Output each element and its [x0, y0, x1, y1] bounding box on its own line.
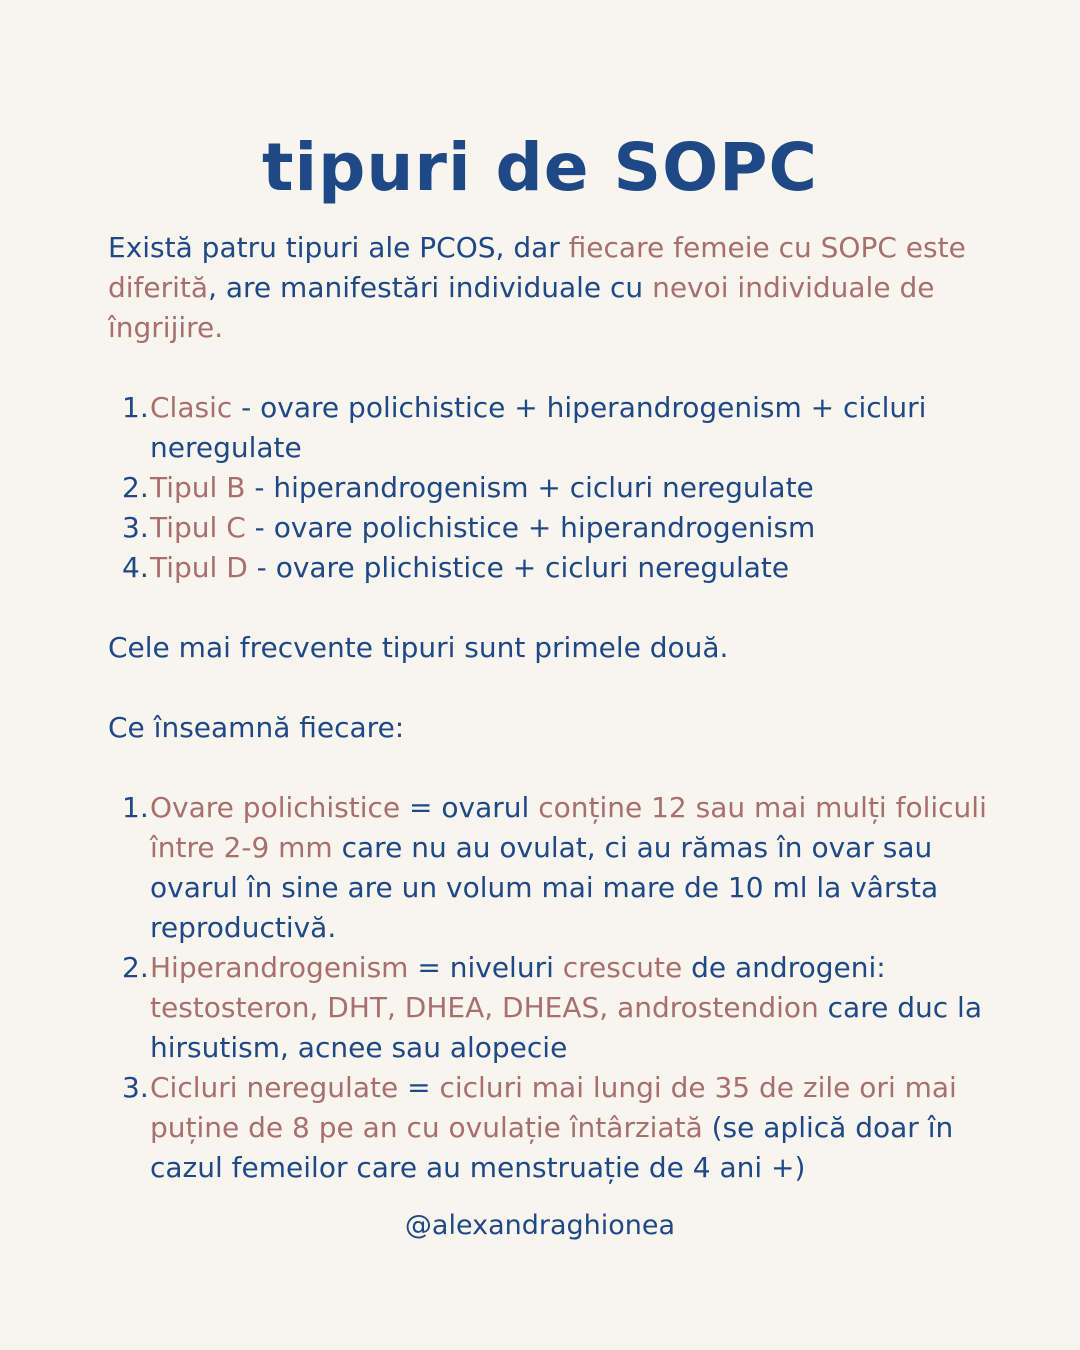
- type-separator: -: [232, 391, 261, 424]
- types-list: [108, 388, 988, 588]
- intro-highlight-2: nevoi individuale de îngrijire.: [108, 271, 935, 344]
- type-separator: -: [245, 511, 274, 544]
- meaning-text: care duc la hirsutism, acnee sau alopecie: [150, 991, 982, 1064]
- type-separator: -: [245, 471, 274, 504]
- list-item: [108, 1068, 988, 1188]
- meaning-highlight: cicluri mai lungi de 35 de zile ori mai puține de 8 pe an cu ovulație întârziată: [150, 1071, 957, 1144]
- list-item: [108, 948, 988, 1068]
- type-name: Clasic: [150, 391, 233, 424]
- meaning-text: care nu au ovulat, ci au rămas în ovar sau ovarul în sine are un volum mai mare de 10 ml la vârsta reproductivă.: [150, 831, 939, 944]
- intro-highlight-1: fiecare femeie cu SOPC este diferită: [108, 231, 966, 304]
- list-item: [108, 788, 988, 948]
- meaning-equals: =: [398, 1071, 440, 1104]
- list-number: 1.: [122, 791, 149, 824]
- list-number: 4.: [122, 551, 149, 584]
- type-name: Tipul C: [150, 511, 246, 544]
- meaning-term: Hiperandrogenism: [150, 951, 409, 984]
- meaning-highlight: crescute: [562, 951, 683, 984]
- list-item: [108, 508, 988, 548]
- meaning-equals: =: [400, 791, 442, 824]
- intro-paragraph: [108, 228, 988, 348]
- list-number: 3.: [122, 511, 149, 544]
- meaning-highlight: conține 12 sau mai mulți foliculi între 2-9 mm: [150, 791, 987, 864]
- type-description: ovare polichistice + hiperandrogenism + cicluri neregulate: [150, 391, 927, 464]
- list-item: [108, 548, 988, 588]
- list-number: 2.: [122, 951, 149, 984]
- list-item: [108, 388, 988, 468]
- meaning-term: Cicluri neregulate: [150, 1071, 399, 1104]
- type-separator: -: [247, 551, 276, 584]
- meanings-list: [108, 788, 988, 1188]
- type-name: Tipul B: [150, 471, 246, 504]
- list-number: 2.: [122, 471, 149, 504]
- common-types-note: Cele mai frecvente tipuri sunt primele două.: [108, 631, 729, 664]
- list-number: 1.: [122, 391, 149, 424]
- type-description: ovare polichistice + hiperandrogenism: [273, 511, 816, 544]
- meaning-text: de androgeni:: [682, 951, 886, 984]
- list-item: [108, 468, 988, 508]
- list-number: 3.: [122, 1071, 149, 1104]
- type-description: hiperandrogenism + cicluri neregulate: [273, 471, 814, 504]
- meaning-highlight: testosteron, DHT, DHEA, DHEAS, androstendion: [150, 991, 819, 1024]
- intro-text-2: , are manifestări individuale cu: [208, 271, 653, 304]
- intro-text-1: Există patru tipuri ale PCOS, dar: [108, 231, 569, 264]
- meaning-heading: Ce înseamnă fiecare:: [108, 711, 405, 744]
- meaning-text: (se aplică doar în cazul femeilor care au menstruație de 4 ani +): [150, 1111, 954, 1184]
- meaning-term: Ovare polichistice: [150, 791, 401, 824]
- type-name: Tipul D: [150, 551, 248, 584]
- author-handle: @alexandraghionea: [404, 1210, 676, 1241]
- page-title: tipuri de SOPC: [262, 129, 818, 206]
- type-description: ovare plichistice + cicluri neregulate: [275, 551, 790, 584]
- meaning-equals: =: [408, 951, 450, 984]
- meaning-text: ovarul: [441, 791, 539, 824]
- meaning-text: niveluri: [449, 951, 563, 984]
